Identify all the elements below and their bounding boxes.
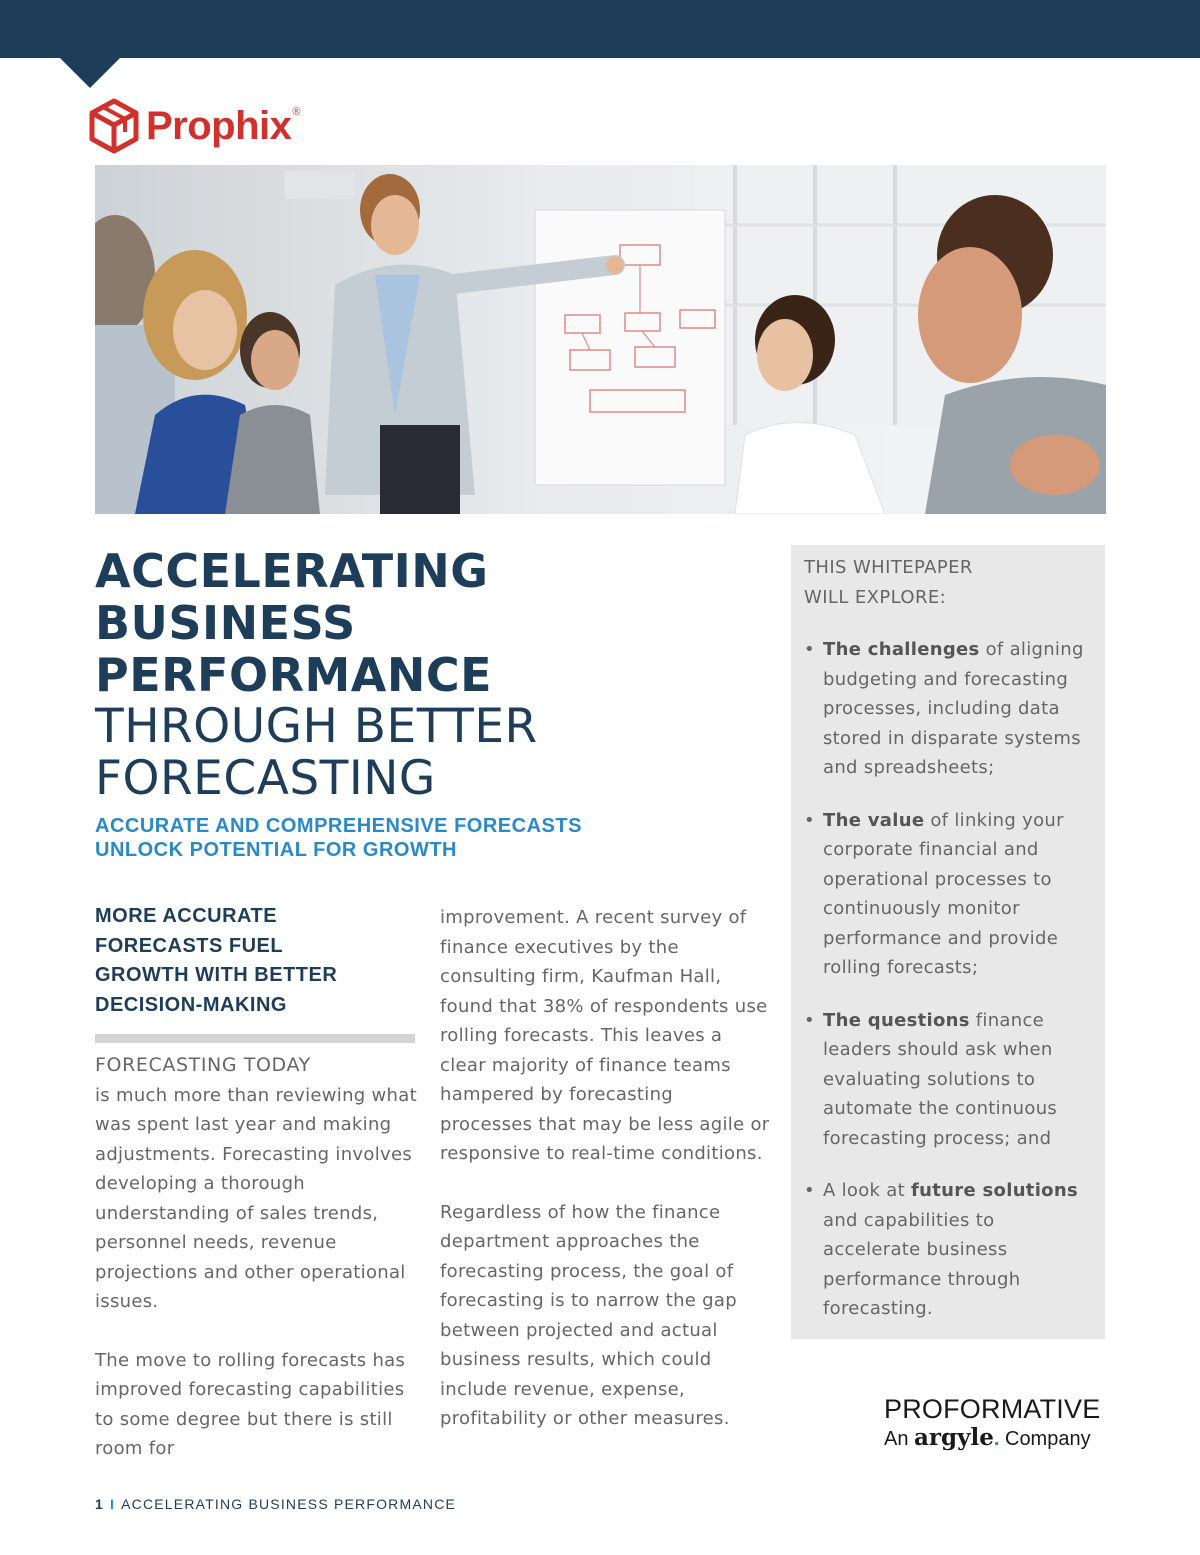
col1-paragraph-2: The move to rolling forecasts has improved forecasting capabilities to some degree but there is still room for: [95, 1349, 406, 1459]
subtitle-line-2: UNLOCK POTENTIAL FOR GROWTH: [95, 839, 457, 861]
item-rest: of linking your corporate financial and operational processes to continuously monitor performance and provide rolling forecasts;: [823, 809, 1064, 978]
col2-paragraph-2: Regardless of how the finance department approaches the forecasting process, the goal of forecasting is to narrow the gap between projected and actual business results, which could include revenue, expense, profitability or other measures.: [440, 1201, 737, 1429]
section-heading: [95, 902, 425, 1020]
argyle-dot: .: [993, 1428, 1000, 1450]
argyle-wordmark: argyle: [914, 1424, 994, 1451]
sidebar-list: [804, 635, 1093, 1324]
proformative-wordmark: PROFORMATIVE: [884, 1394, 1101, 1424]
col2-paragraph-1: improvement. A recent survey of finance executives by the consulting firm, Kaufman Hall, found that 38% of respondents use rolling forecasts. This leaves a clear majority of finance teams hampered by forecasting processes that may be less agile or responsive to real-time conditions.: [440, 907, 770, 1164]
item-rest: finance leaders should ask when evaluating solutions to automate the continuous forecasting process; and: [823, 1009, 1058, 1149]
bullet-icon: •: [804, 1180, 815, 1201]
prophix-logo: [88, 96, 301, 156]
section-heading-line-2: FORECASTS FUEL: [95, 934, 284, 957]
section-heading-line-1: MORE ACCURATE: [95, 905, 278, 927]
item-bold: The questions: [823, 1009, 970, 1031]
section-heading-line-3: GROWTH WITH BETTER: [95, 964, 338, 986]
list-item: [804, 635, 1093, 783]
lead-in-text: FORECASTING TODAY: [95, 1054, 311, 1076]
argyle-company-line: [884, 1424, 1104, 1453]
sidebar-heading-line-2: WILL EXPLORE:: [804, 587, 947, 608]
header-notch: [60, 58, 120, 88]
proformative-logo: [884, 1394, 1104, 1453]
top-header-band: [0, 0, 1200, 58]
title-bold-line-3: PERFORMANCE: [95, 648, 493, 702]
business-meeting-photo-icon: [95, 165, 1106, 514]
body-column-2: [440, 903, 770, 1434]
logo-wordmark: Prophix: [146, 103, 292, 148]
hero-image: [95, 165, 1106, 514]
item-bold: future solutions: [911, 1180, 1078, 1201]
page-footer: [95, 1496, 456, 1512]
body-column-1: [95, 902, 425, 1464]
list-item: [804, 1176, 1093, 1324]
document-title: [95, 545, 735, 805]
section-heading-line-4: DECISION-MAKING: [95, 993, 287, 1016]
item-rest: of aligning budgeting and forecasting processes, including data stored in disparate systems and spreadsheets;: [823, 639, 1084, 778]
bullet-icon: •: [804, 809, 815, 831]
subtitle-line-1: ACCURATE AND COMPREHENSIVE FORECASTS: [95, 815, 582, 837]
title-light-line-1: THROUGH BETTER: [95, 699, 538, 754]
list-item: [804, 1006, 1093, 1154]
item-bold: The value: [823, 809, 925, 831]
title-light-line-2: FORECASTING: [95, 751, 436, 806]
heading-divider: [95, 1034, 415, 1043]
argyle-company: Company: [999, 1428, 1091, 1450]
list-item: [804, 806, 1093, 983]
document-subtitle: [95, 814, 735, 862]
prophix-cube-icon: [88, 98, 140, 154]
footer-title: ACCELERATING BUSINESS PERFORMANCE: [121, 1496, 457, 1512]
item-pre: A look at: [823, 1180, 912, 1201]
bullet-icon: •: [804, 1009, 815, 1031]
col1-paragraph-1: is much more than reviewing what was spent last year and making adjustments. Forecasting involves developing a thorough understanding of sales trends, personnel needs, revenue projections and other operational issues.: [95, 1084, 417, 1312]
sidebar-heading: [804, 553, 1093, 613]
title-bold-line-1: ACCELERATING: [95, 544, 489, 598]
logo-registered-mark: ®: [292, 106, 301, 118]
item-bold: The challenges: [823, 639, 980, 660]
argyle-prefix: An: [884, 1428, 909, 1450]
item-rest: and capabilities to accelerate business performance through forecasting.: [823, 1209, 1021, 1319]
whitepaper-sidebar: [791, 545, 1105, 1339]
sidebar-heading-line-1: THIS WHITEPAPER: [804, 557, 973, 578]
footer-separator: I: [110, 1496, 116, 1512]
bullet-icon: •: [804, 639, 815, 660]
page-number: 1: [95, 1496, 104, 1512]
title-bold-line-2: BUSINESS: [95, 596, 356, 650]
